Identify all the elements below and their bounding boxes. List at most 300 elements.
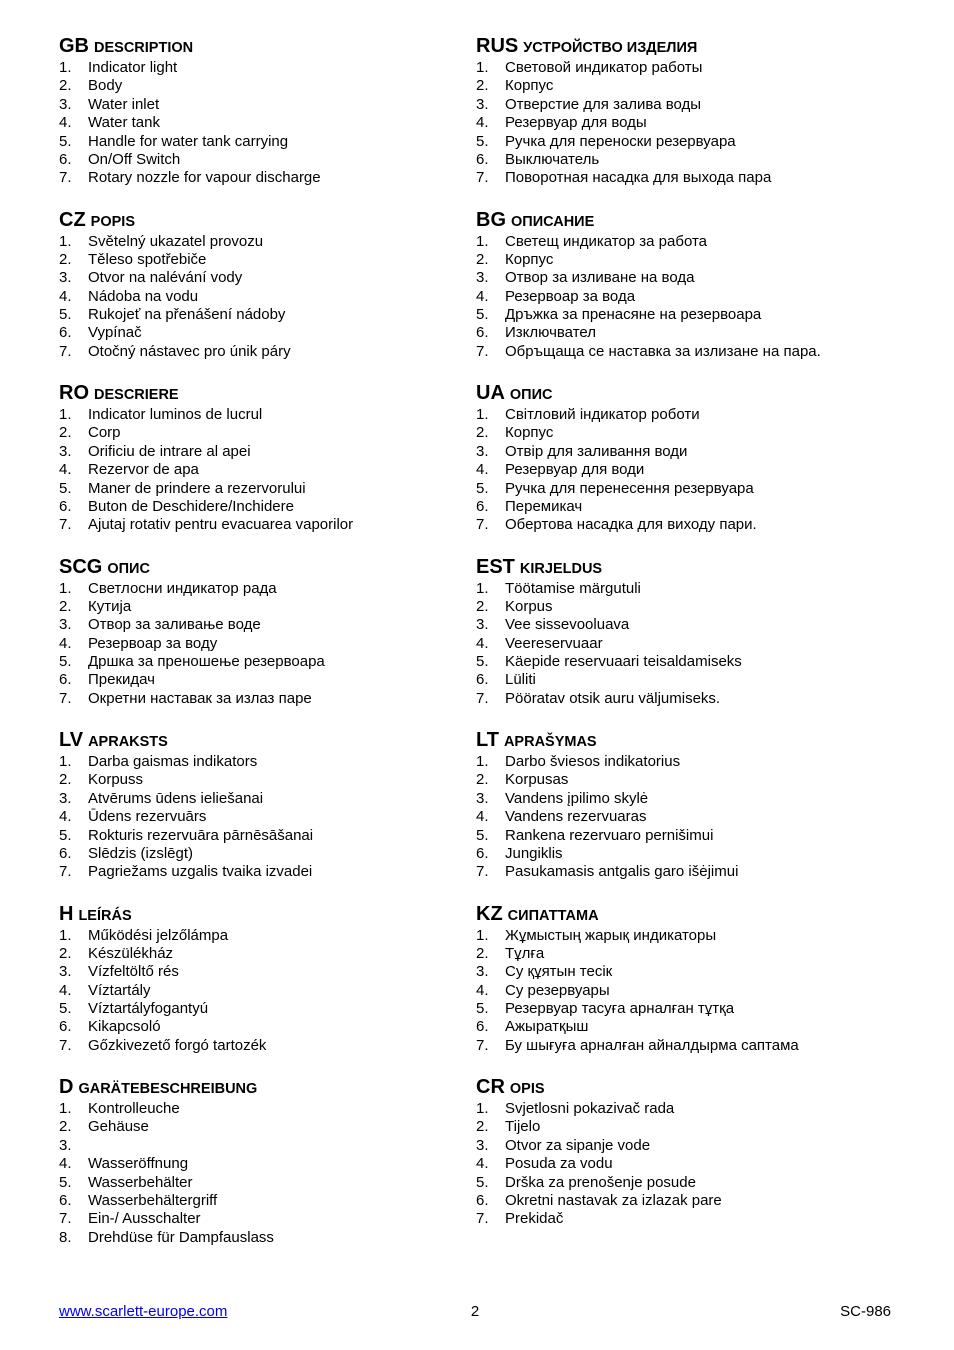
item-number: 3. bbox=[476, 616, 489, 634]
section-title: POPIS bbox=[90, 213, 135, 230]
item-text: Су құятын тесік bbox=[505, 963, 613, 981]
item-text: Обръщаща се наставка за излизане на пара. bbox=[505, 342, 821, 360]
parts-list bbox=[476, 753, 936, 882]
item-text: Gőzkivezető forgó tartozék bbox=[88, 1036, 267, 1054]
list-item bbox=[476, 516, 936, 534]
language-code: UA bbox=[476, 382, 505, 404]
section-heading bbox=[59, 34, 459, 59]
item-text: Lüliti bbox=[505, 671, 536, 689]
item-number: 3. bbox=[476, 963, 489, 981]
language-code: KZ bbox=[476, 902, 503, 925]
item-number: 6. bbox=[59, 671, 72, 689]
section-title: OPIS bbox=[509, 1081, 545, 1097]
item-text: Rotary nozzle for vapour discharge bbox=[88, 169, 321, 187]
item-number: 7. bbox=[59, 1036, 72, 1054]
list-item bbox=[59, 945, 459, 963]
item-number: 3. bbox=[59, 442, 72, 460]
list-item bbox=[476, 251, 936, 269]
list-item bbox=[476, 1000, 936, 1018]
item-text: Buton de Deschidere/Inchidere bbox=[88, 497, 294, 515]
list-item bbox=[59, 790, 459, 808]
parts-list bbox=[59, 406, 459, 535]
list-item bbox=[476, 1118, 936, 1136]
item-text: Víztartályfogantyú bbox=[88, 1000, 209, 1018]
section-title: APRAŠYMAS bbox=[503, 734, 597, 750]
list-item bbox=[476, 1174, 936, 1192]
item-text: Ажыратқыш bbox=[505, 1018, 589, 1036]
list-item bbox=[476, 598, 936, 616]
section-title: GARÄTEBESCHREIBUNG bbox=[78, 1081, 258, 1097]
language-code: D bbox=[59, 1076, 74, 1098]
item-text: Corp bbox=[88, 424, 121, 442]
section-heading bbox=[476, 1075, 936, 1100]
item-number: 4. bbox=[476, 981, 489, 999]
item-number: 2. bbox=[476, 597, 489, 615]
item-text: Ūdens rezervuārs bbox=[88, 808, 207, 826]
item-text: Кутија bbox=[88, 597, 132, 615]
list-item bbox=[476, 1192, 936, 1210]
item-text: Otočný nástavec pro únik páry bbox=[88, 342, 291, 360]
item-number: 2. bbox=[59, 597, 72, 615]
item-text: Korpus bbox=[505, 597, 553, 615]
list-item bbox=[59, 1137, 459, 1155]
list-item bbox=[59, 424, 459, 442]
list-item bbox=[59, 690, 459, 708]
list-item bbox=[476, 635, 936, 653]
item-text: Water tank bbox=[88, 114, 160, 132]
section-title: DESCRIPTION bbox=[94, 40, 194, 56]
item-text: Rokturis rezervuāra pārnēsāšanai bbox=[88, 826, 314, 844]
item-number: 6. bbox=[59, 1191, 72, 1209]
section-heading bbox=[476, 555, 936, 580]
list-item bbox=[59, 1174, 459, 1192]
right-column bbox=[476, 34, 936, 1229]
item-number: 4. bbox=[476, 634, 489, 652]
website-link[interactable]: www.scarlett-europe.com bbox=[59, 1303, 228, 1320]
list-item bbox=[59, 114, 459, 132]
item-text: Vypínač bbox=[88, 324, 142, 342]
item-number: 7. bbox=[59, 863, 72, 881]
list-item bbox=[59, 845, 459, 863]
section-heading bbox=[476, 902, 936, 927]
list-item bbox=[476, 808, 936, 826]
item-number: 6. bbox=[476, 324, 489, 342]
language-code: BG bbox=[476, 208, 506, 231]
item-number: 4. bbox=[59, 634, 72, 652]
item-number: 5. bbox=[59, 479, 72, 497]
item-number: 2. bbox=[59, 250, 72, 268]
item-text: Käepide reservuaari teisaldamiseks bbox=[505, 653, 742, 671]
page-footer bbox=[59, 1302, 891, 1322]
item-text: Készülékház bbox=[88, 944, 174, 962]
item-number: 7. bbox=[59, 689, 72, 707]
item-number: 7. bbox=[476, 863, 489, 881]
item-text: Резервоар за вода bbox=[505, 287, 636, 305]
item-text: Резервуар для води bbox=[505, 461, 645, 479]
item-text: Корпус bbox=[505, 250, 554, 268]
list-item bbox=[59, 963, 459, 981]
item-number: 5. bbox=[476, 826, 489, 844]
list-item bbox=[476, 77, 936, 95]
item-number: 3. bbox=[476, 1136, 489, 1154]
parts-list bbox=[476, 406, 936, 535]
language-code: CR bbox=[476, 1076, 505, 1098]
list-item bbox=[476, 480, 936, 498]
language-section-rus bbox=[476, 34, 936, 208]
item-number: 1. bbox=[476, 753, 489, 770]
item-text: Működési jelzőlámpa bbox=[88, 926, 229, 944]
language-code: RO bbox=[59, 382, 89, 404]
list-item bbox=[476, 1018, 936, 1036]
section-heading bbox=[59, 728, 459, 753]
list-item bbox=[59, 1000, 459, 1018]
language-section-lv bbox=[59, 728, 459, 902]
item-number: 7. bbox=[59, 169, 72, 187]
list-item bbox=[59, 233, 459, 251]
item-text: Отвор за изливане на вода bbox=[505, 269, 695, 287]
item-number: 7. bbox=[476, 1210, 489, 1228]
language-code: H bbox=[59, 902, 74, 925]
item-number: 2. bbox=[476, 944, 489, 962]
item-text: Тұлға bbox=[505, 944, 545, 962]
language-code: LT bbox=[476, 729, 499, 751]
item-number: 2. bbox=[59, 1118, 72, 1136]
list-item bbox=[59, 771, 459, 789]
section-heading bbox=[59, 381, 459, 406]
list-item bbox=[59, 343, 459, 361]
item-text: Slēdzis (izslēgt) bbox=[88, 844, 194, 862]
list-item bbox=[476, 982, 936, 1000]
item-text: Indicator luminos de lucrul bbox=[88, 406, 263, 423]
item-number: 3. bbox=[476, 789, 489, 807]
list-item bbox=[59, 827, 459, 845]
list-item bbox=[59, 306, 459, 324]
item-text: Kikapcsoló bbox=[88, 1018, 161, 1036]
item-text: Резервоар за воду bbox=[88, 634, 218, 652]
list-item bbox=[59, 808, 459, 826]
list-item bbox=[476, 1210, 936, 1228]
item-number: 4. bbox=[59, 1155, 72, 1173]
item-number: 3. bbox=[59, 95, 72, 113]
language-section-bg bbox=[476, 208, 936, 382]
language-section-gb bbox=[59, 34, 459, 208]
language-section-est bbox=[476, 555, 936, 729]
list-item bbox=[59, 982, 459, 1000]
section-title: ОПИСАНИЕ bbox=[511, 213, 595, 230]
item-number: 2. bbox=[59, 771, 72, 789]
item-text: Korpusas bbox=[505, 771, 569, 789]
parts-list bbox=[59, 59, 459, 188]
item-text: Прекидач bbox=[88, 671, 155, 689]
item-text: Обертова насадка для виходу пари. bbox=[505, 516, 757, 534]
list-item bbox=[476, 443, 936, 461]
list-item bbox=[476, 771, 936, 789]
list-item bbox=[59, 251, 459, 269]
item-text: Световой индикатор работы bbox=[505, 59, 703, 76]
list-item bbox=[59, 324, 459, 342]
item-number: 3. bbox=[59, 616, 72, 634]
item-text: Pööratav otsik auru väljumiseks. bbox=[505, 689, 721, 707]
list-item bbox=[476, 114, 936, 132]
item-text: Handle for water tank carrying bbox=[88, 132, 289, 150]
list-item bbox=[59, 598, 459, 616]
item-text: Orificiu de intrare al apei bbox=[88, 442, 251, 460]
item-number: 2. bbox=[476, 77, 489, 95]
item-number: 7. bbox=[476, 1036, 489, 1054]
list-item bbox=[59, 1118, 459, 1136]
language-code: CZ bbox=[59, 208, 86, 231]
list-item bbox=[59, 169, 459, 187]
item-text: Изключвател bbox=[505, 324, 596, 342]
parts-list bbox=[59, 580, 459, 709]
item-number: 5. bbox=[59, 826, 72, 844]
item-text: Töötamise märgutuli bbox=[505, 579, 641, 597]
item-text: Pasukamasis antgalis garo išėjimui bbox=[505, 863, 739, 881]
item-number: 4. bbox=[476, 287, 489, 305]
left-column bbox=[59, 34, 459, 1247]
item-number: 6. bbox=[476, 844, 489, 862]
item-number: 1. bbox=[59, 753, 72, 770]
item-text: Отвор за заливање воде bbox=[88, 616, 261, 634]
item-text: Светлосни индикатор рада bbox=[88, 579, 277, 597]
section-title: ОПИС bbox=[509, 387, 553, 403]
list-item bbox=[59, 269, 459, 287]
item-number: 1. bbox=[476, 1100, 489, 1117]
item-number: 6. bbox=[476, 150, 489, 168]
item-text: Maner de prindere a rezervorului bbox=[88, 479, 306, 497]
item-text: Су резервуары bbox=[505, 981, 610, 999]
list-item bbox=[476, 151, 936, 169]
item-number: 4. bbox=[59, 114, 72, 132]
item-number: 1. bbox=[59, 579, 72, 597]
item-text: Ein-/ Ausschalter bbox=[88, 1210, 201, 1228]
section-heading bbox=[59, 902, 459, 927]
list-item bbox=[59, 59, 459, 77]
item-number: 3. bbox=[59, 269, 72, 287]
list-item bbox=[59, 133, 459, 151]
list-item bbox=[59, 1018, 459, 1036]
item-text: Prekidač bbox=[505, 1210, 564, 1228]
list-item bbox=[59, 461, 459, 479]
list-item bbox=[59, 753, 459, 771]
item-number: 5. bbox=[59, 653, 72, 671]
item-number: 1. bbox=[476, 926, 489, 944]
item-number: 4. bbox=[59, 287, 72, 305]
item-text: Jungiklis bbox=[505, 844, 563, 862]
item-number: 4. bbox=[59, 981, 72, 999]
item-number: 6. bbox=[59, 324, 72, 342]
language-section-d bbox=[59, 1075, 459, 1247]
list-item bbox=[476, 827, 936, 845]
list-item bbox=[59, 1210, 459, 1228]
list-item bbox=[59, 406, 459, 424]
list-item bbox=[476, 96, 936, 114]
list-item bbox=[59, 653, 459, 671]
item-number: 3. bbox=[59, 789, 72, 807]
list-item bbox=[59, 77, 459, 95]
section-heading bbox=[476, 34, 936, 59]
item-text: Ajutaj rotativ pentru evacuarea vaporilor bbox=[88, 516, 354, 534]
item-number: 6. bbox=[59, 1018, 72, 1036]
item-number: 2. bbox=[59, 77, 72, 95]
item-text: Body bbox=[88, 77, 123, 95]
item-text: Pagriežams uzgalis tvaika izvadei bbox=[88, 863, 313, 881]
item-text: Otvor na nalévání vody bbox=[88, 269, 243, 287]
item-number: 7. bbox=[59, 342, 72, 360]
item-number: 1. bbox=[59, 406, 72, 423]
section-heading bbox=[476, 728, 936, 753]
item-number: 5. bbox=[59, 132, 72, 150]
parts-list bbox=[476, 927, 936, 1056]
item-text: Vee sissevooluava bbox=[505, 616, 630, 634]
item-number: 6. bbox=[59, 844, 72, 862]
item-text: Indicator light bbox=[88, 59, 178, 76]
list-item bbox=[476, 1155, 936, 1173]
language-section-cz bbox=[59, 208, 459, 382]
language-section-ro bbox=[59, 381, 459, 555]
item-text: Rezervor de apa bbox=[88, 461, 199, 479]
list-item bbox=[59, 671, 459, 689]
item-text: Veereservuaar bbox=[505, 634, 603, 652]
item-text: On/Off Switch bbox=[88, 150, 181, 168]
list-item bbox=[59, 927, 459, 945]
item-number: 1. bbox=[59, 59, 72, 76]
list-item bbox=[59, 1037, 459, 1055]
item-text: Svjetlosni pokazivač rada bbox=[505, 1100, 675, 1117]
language-section-cr bbox=[476, 1075, 936, 1229]
item-text: Ручка для перенесення резервуара bbox=[505, 479, 754, 497]
page-number: 2 bbox=[470, 1303, 480, 1320]
list-item bbox=[476, 343, 936, 361]
list-item bbox=[59, 498, 459, 516]
language-code: RUS bbox=[476, 35, 519, 57]
item-text: Drška za prenošenje posude bbox=[505, 1173, 696, 1191]
item-text: Отверстие для залива воды bbox=[505, 95, 702, 113]
item-number: 6. bbox=[476, 1018, 489, 1036]
list-item bbox=[59, 516, 459, 534]
item-text: Wasseröffnung bbox=[88, 1155, 189, 1173]
item-text: Darba gaismas indikators bbox=[88, 753, 258, 770]
item-number: 1. bbox=[59, 1100, 72, 1117]
list-item bbox=[476, 1100, 936, 1118]
item-number: 2. bbox=[59, 424, 72, 442]
item-text: Těleso spotřebiče bbox=[88, 250, 207, 268]
list-item bbox=[59, 1100, 459, 1118]
list-item bbox=[59, 1155, 459, 1173]
item-number: 2. bbox=[476, 1118, 489, 1136]
list-item bbox=[476, 133, 936, 151]
language-code: GB bbox=[59, 35, 89, 57]
item-number: 1. bbox=[476, 406, 489, 423]
item-text: Корпус bbox=[505, 424, 554, 442]
list-item bbox=[476, 461, 936, 479]
item-number: 7. bbox=[476, 516, 489, 534]
item-text: Atvērums ūdens ieliešanai bbox=[88, 789, 264, 807]
parts-list bbox=[59, 927, 459, 1056]
item-text: Vízfeltöltő rés bbox=[88, 963, 179, 981]
item-text: Kontrolleuche bbox=[88, 1100, 180, 1117]
item-number: 6. bbox=[476, 671, 489, 689]
list-item bbox=[476, 616, 936, 634]
list-item bbox=[476, 690, 936, 708]
list-item bbox=[59, 616, 459, 634]
language-section-kz bbox=[476, 902, 936, 1076]
item-text: Выключатель bbox=[505, 150, 600, 168]
item-text: Резервуар для воды bbox=[505, 114, 647, 132]
language-code: SCG bbox=[59, 555, 103, 578]
list-item bbox=[476, 306, 936, 324]
item-number: 6. bbox=[59, 497, 72, 515]
section-title: УСТРОЙСТВО ИЗДЕЛИЯ bbox=[523, 40, 698, 56]
list-item bbox=[59, 1229, 459, 1247]
language-section-scg bbox=[59, 555, 459, 729]
parts-list bbox=[59, 753, 459, 882]
item-text: Water inlet bbox=[88, 95, 160, 113]
item-number: 5. bbox=[476, 479, 489, 497]
parts-list bbox=[476, 233, 936, 362]
item-number: 4. bbox=[476, 114, 489, 132]
item-number: 2. bbox=[476, 250, 489, 268]
item-number: 5. bbox=[59, 1000, 72, 1018]
item-text: Перемикач bbox=[505, 497, 583, 515]
item-number: 3. bbox=[59, 1136, 72, 1154]
list-item bbox=[476, 1137, 936, 1155]
section-title: APRAKSTS bbox=[88, 734, 168, 750]
item-number: 3. bbox=[476, 95, 489, 113]
language-code: LV bbox=[59, 729, 84, 751]
item-number: 2. bbox=[476, 424, 489, 442]
list-item bbox=[476, 753, 936, 771]
section-heading bbox=[59, 555, 459, 580]
item-number: 4. bbox=[476, 808, 489, 826]
language-section-ua bbox=[476, 381, 936, 555]
item-number: 6. bbox=[476, 1191, 489, 1209]
item-text: Резервуар тасуға арналған тұтқа bbox=[505, 1000, 735, 1018]
item-number: 7. bbox=[476, 169, 489, 187]
list-item bbox=[476, 424, 936, 442]
item-number: 5. bbox=[59, 1173, 72, 1191]
item-number: 2. bbox=[59, 944, 72, 962]
item-text: Otvor za sipanje vode bbox=[505, 1136, 651, 1154]
item-text: Korpuss bbox=[88, 771, 144, 789]
item-text: Víztartály bbox=[88, 981, 151, 999]
section-heading bbox=[59, 208, 459, 233]
item-number: 2. bbox=[476, 771, 489, 789]
list-item bbox=[476, 59, 936, 77]
item-text: Rukojeť na přenášení nádoby bbox=[88, 306, 286, 324]
list-item bbox=[476, 963, 936, 981]
item-text: Nádoba na vodu bbox=[88, 287, 199, 305]
list-item bbox=[59, 1192, 459, 1210]
item-number: 3. bbox=[476, 269, 489, 287]
section-title: СИПАТТАМА bbox=[507, 907, 599, 924]
list-item bbox=[476, 927, 936, 945]
list-item bbox=[476, 863, 936, 881]
item-text: Wasserbehälter bbox=[88, 1173, 193, 1191]
item-number: 4. bbox=[59, 461, 72, 479]
list-item bbox=[59, 480, 459, 498]
item-text: Дршка за преношење резервоара bbox=[88, 653, 325, 671]
item-number: 6. bbox=[476, 497, 489, 515]
item-number: 3. bbox=[476, 442, 489, 460]
list-item bbox=[59, 288, 459, 306]
item-number: 8. bbox=[59, 1228, 72, 1246]
item-text: Ручка для переноски резервуара bbox=[505, 132, 736, 150]
item-text: Posuda za vodu bbox=[505, 1155, 613, 1173]
item-number: 7. bbox=[59, 516, 72, 534]
item-number: 4. bbox=[476, 1155, 489, 1173]
item-text: Vandens įpilimo skylė bbox=[505, 789, 649, 807]
